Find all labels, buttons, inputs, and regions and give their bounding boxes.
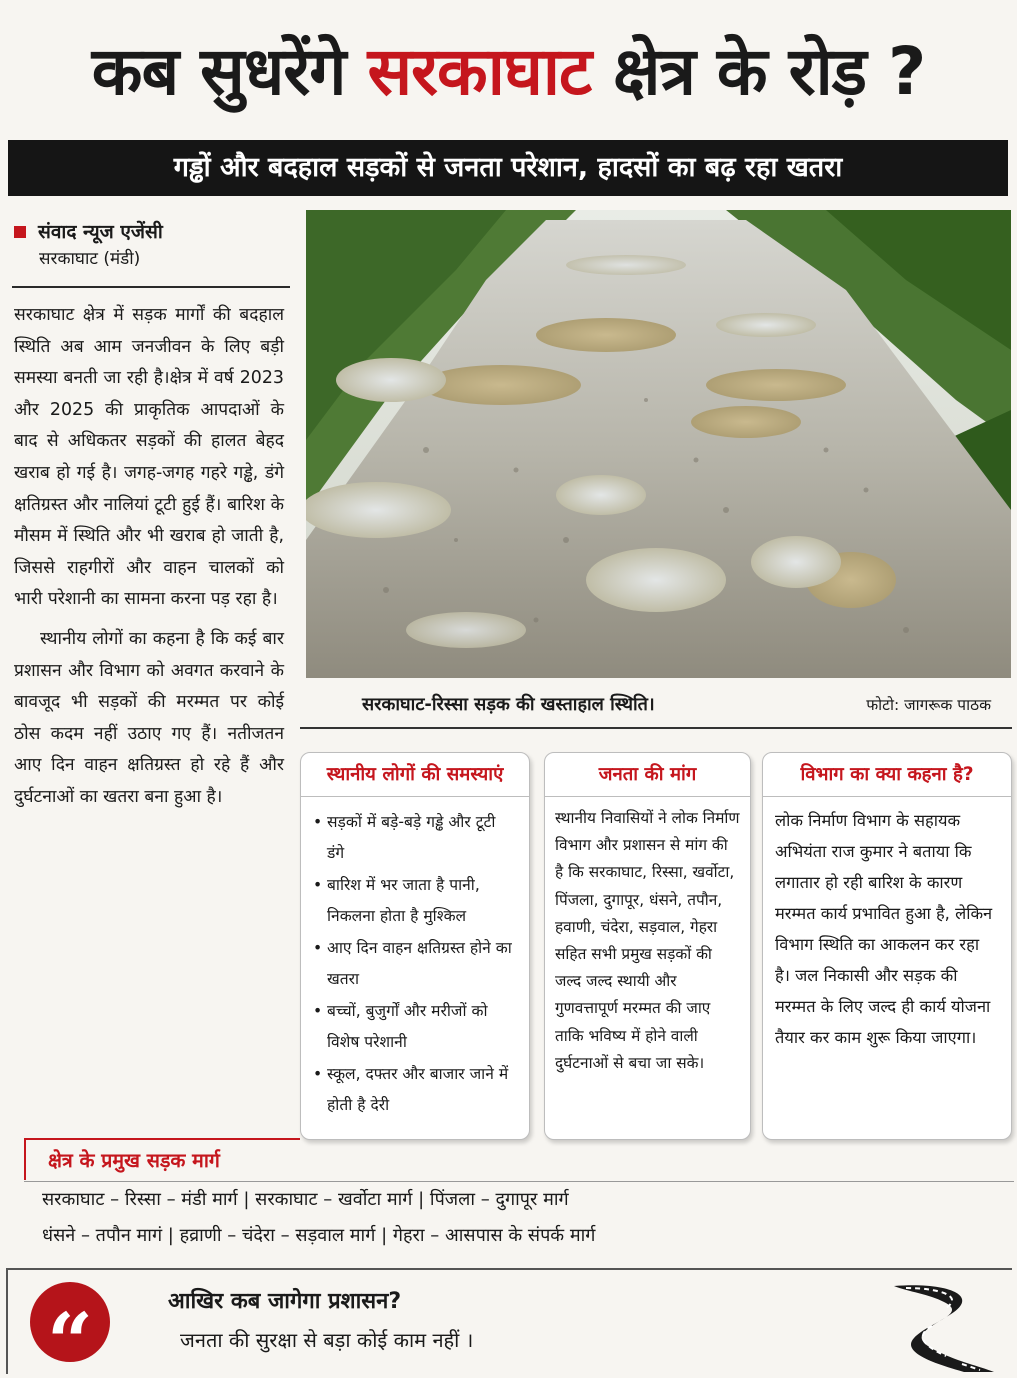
- quote-mark-icon: “: [30, 1282, 110, 1362]
- photo-credit: फोटो: जागरूक पाठक: [866, 696, 991, 714]
- list-item: • स्कूल, दफ्तर और बाजार जाने में होती है देरी: [313, 1059, 517, 1121]
- department-box: [762, 752, 1012, 1140]
- department-text: लोक निर्माण विभाग के सहायक अभियंता राज कुमार ने बताया कि लगातार हो रही बारिश के कारण मरम्मत कार्य प्रभावित हुआ है, लेकिन विभाग स्थिति का आकलन कर रहा है। जल निकासी और सड़क की मरम्मत के लिए जल्द ही कार्य योजना तैयार कर काम शुरू किया जाएगा।: [775, 811, 993, 1047]
- headline: [0, 22, 1017, 122]
- list-item: • बारिश में भर जाता है पानी, निकलना होता है मुश्किल: [313, 870, 517, 932]
- major-roads-section: [24, 1138, 1014, 1256]
- road-photo-image: [306, 210, 1011, 678]
- subheadline-bar: गड्ढों और बदहाल सड़कों से जनता परेशान, हादसों का बढ़ रहा खतरा: [8, 140, 1008, 196]
- quote-section: [6, 1268, 1012, 1378]
- demand-text: स्थानीय निवासियों ने लोक निर्माण विभाग और प्रशासन से मांग की है कि सरकाघाट, रिस्सा, खर्वोटा, पिंजला, दुगापूर, धंसने, तपौन, हवाणी, चंदेरा, सड़वाल, गेहरा सहित सभी प्रमुख सड़कों की जल्द जल्द स्थायी और गुणवत्तापूर्ण मरम्मत की जाए ताकि भविष्य में होने वाली दुर्घटनाओं से बचा जा सके।: [555, 809, 740, 1072]
- department-title: विभाग का क्या कहना है?: [763, 753, 1011, 797]
- demand-title: जनता की मांग: [545, 753, 750, 797]
- major-roads-line-1: सरकाघाट – रिस्सा – मंडी मार्ग | सरकाघाट – खर्वोटा मार्ग | पिंजला – दुगापूर मार्ग: [42, 1189, 569, 1210]
- problems-title: स्थानीय लोगों की समस्याएं: [301, 753, 529, 797]
- winding-road-icon: [884, 1274, 1004, 1374]
- problems-list: [313, 807, 517, 1121]
- list-item: • आए दिन वाहन क्षतिग्रस्त होने का खतरा: [313, 933, 517, 995]
- quote-line-2: जनता की सुरक्षा से बड़ा कोई काम नहीं ।: [180, 1328, 474, 1352]
- article-paragraph-1: सरकाघाट क्षेत्र में सड़क मार्गों की बदहाल स्थिति अब आम जनजीवन के लिए बड़ी समस्या बनती जा रही है।क्षेत्र में वर्ष 2023 और 2025 की प्राकृतिक आपदाओं के बाद से अधिकतर सड़कों की हालत बेहद खराब हो गई है। जगह-जगह गहरे गड्ढे, डंगे क्षतिग्रस्त और नालियां टूटी हुई हैं। बारिश के मौसम में स्थिति और भी खराब हो जाती है, जिससे राहगीरों और वाहन चालकों को भारी परेशानी का सामना करना पड़ रहा है।: [14, 305, 284, 610]
- article-paragraph-2: स्थानीय लोगों का कहना है कि कई बार प्रशासन और विभाग को अवगत करवाने के बावजूद भी सड़कों की मरम्मत पर कोई ठोस कदम नहीं उठाए गए हैं। नतीजतन आए दिन वाहन क्षतिग्रस्त हो रहे हैं और दुर्घटनाओं का खतरा बना हुआ है।: [14, 628, 284, 807]
- headline-highlight: सरकाघाट: [367, 33, 592, 110]
- demand-box: [544, 752, 751, 1140]
- headline-part1: कब सुधरेंगे: [91, 33, 368, 110]
- quote-line-1: आखिर कब जागेगा प्रशासन?: [168, 1289, 402, 1314]
- byline: [14, 218, 284, 272]
- major-roads-title: क्षेत्र के प्रमुख सड़क मार्ग: [24, 1138, 300, 1180]
- headline-part2: क्षेत्र के रोड़ ?: [591, 33, 926, 110]
- list-item: • बच्चों, बुजुर्गों और मरीजों को विशेष परेशानी: [313, 996, 517, 1058]
- photo-caption-row: [306, 686, 1011, 722]
- photo-caption: सरकाघाट-रिस्सा सड़क की खस्ताहाल स्थिति।: [362, 694, 655, 715]
- major-roads-line-2: धंसने – तपौन मागं | हव्राणी – चंदेरा – सड़वाल मार्ग | गेहरा – आसपास के संपर्क मार्ग: [42, 1225, 596, 1246]
- list-item: • सड़कों में बड़े-बड़े गड्ढे और टूटी डंगे: [313, 807, 517, 869]
- byline-divider: [12, 286, 290, 288]
- byline-agency: संवाद न्यूज एजेंसी: [38, 221, 163, 243]
- road-photo: [306, 210, 1011, 678]
- problems-box: [300, 752, 530, 1140]
- caption-divider: [300, 727, 1012, 729]
- byline-place: सरकाघाट (मंडी): [39, 249, 141, 269]
- article-body: [14, 300, 284, 814]
- red-square-icon: [14, 226, 26, 238]
